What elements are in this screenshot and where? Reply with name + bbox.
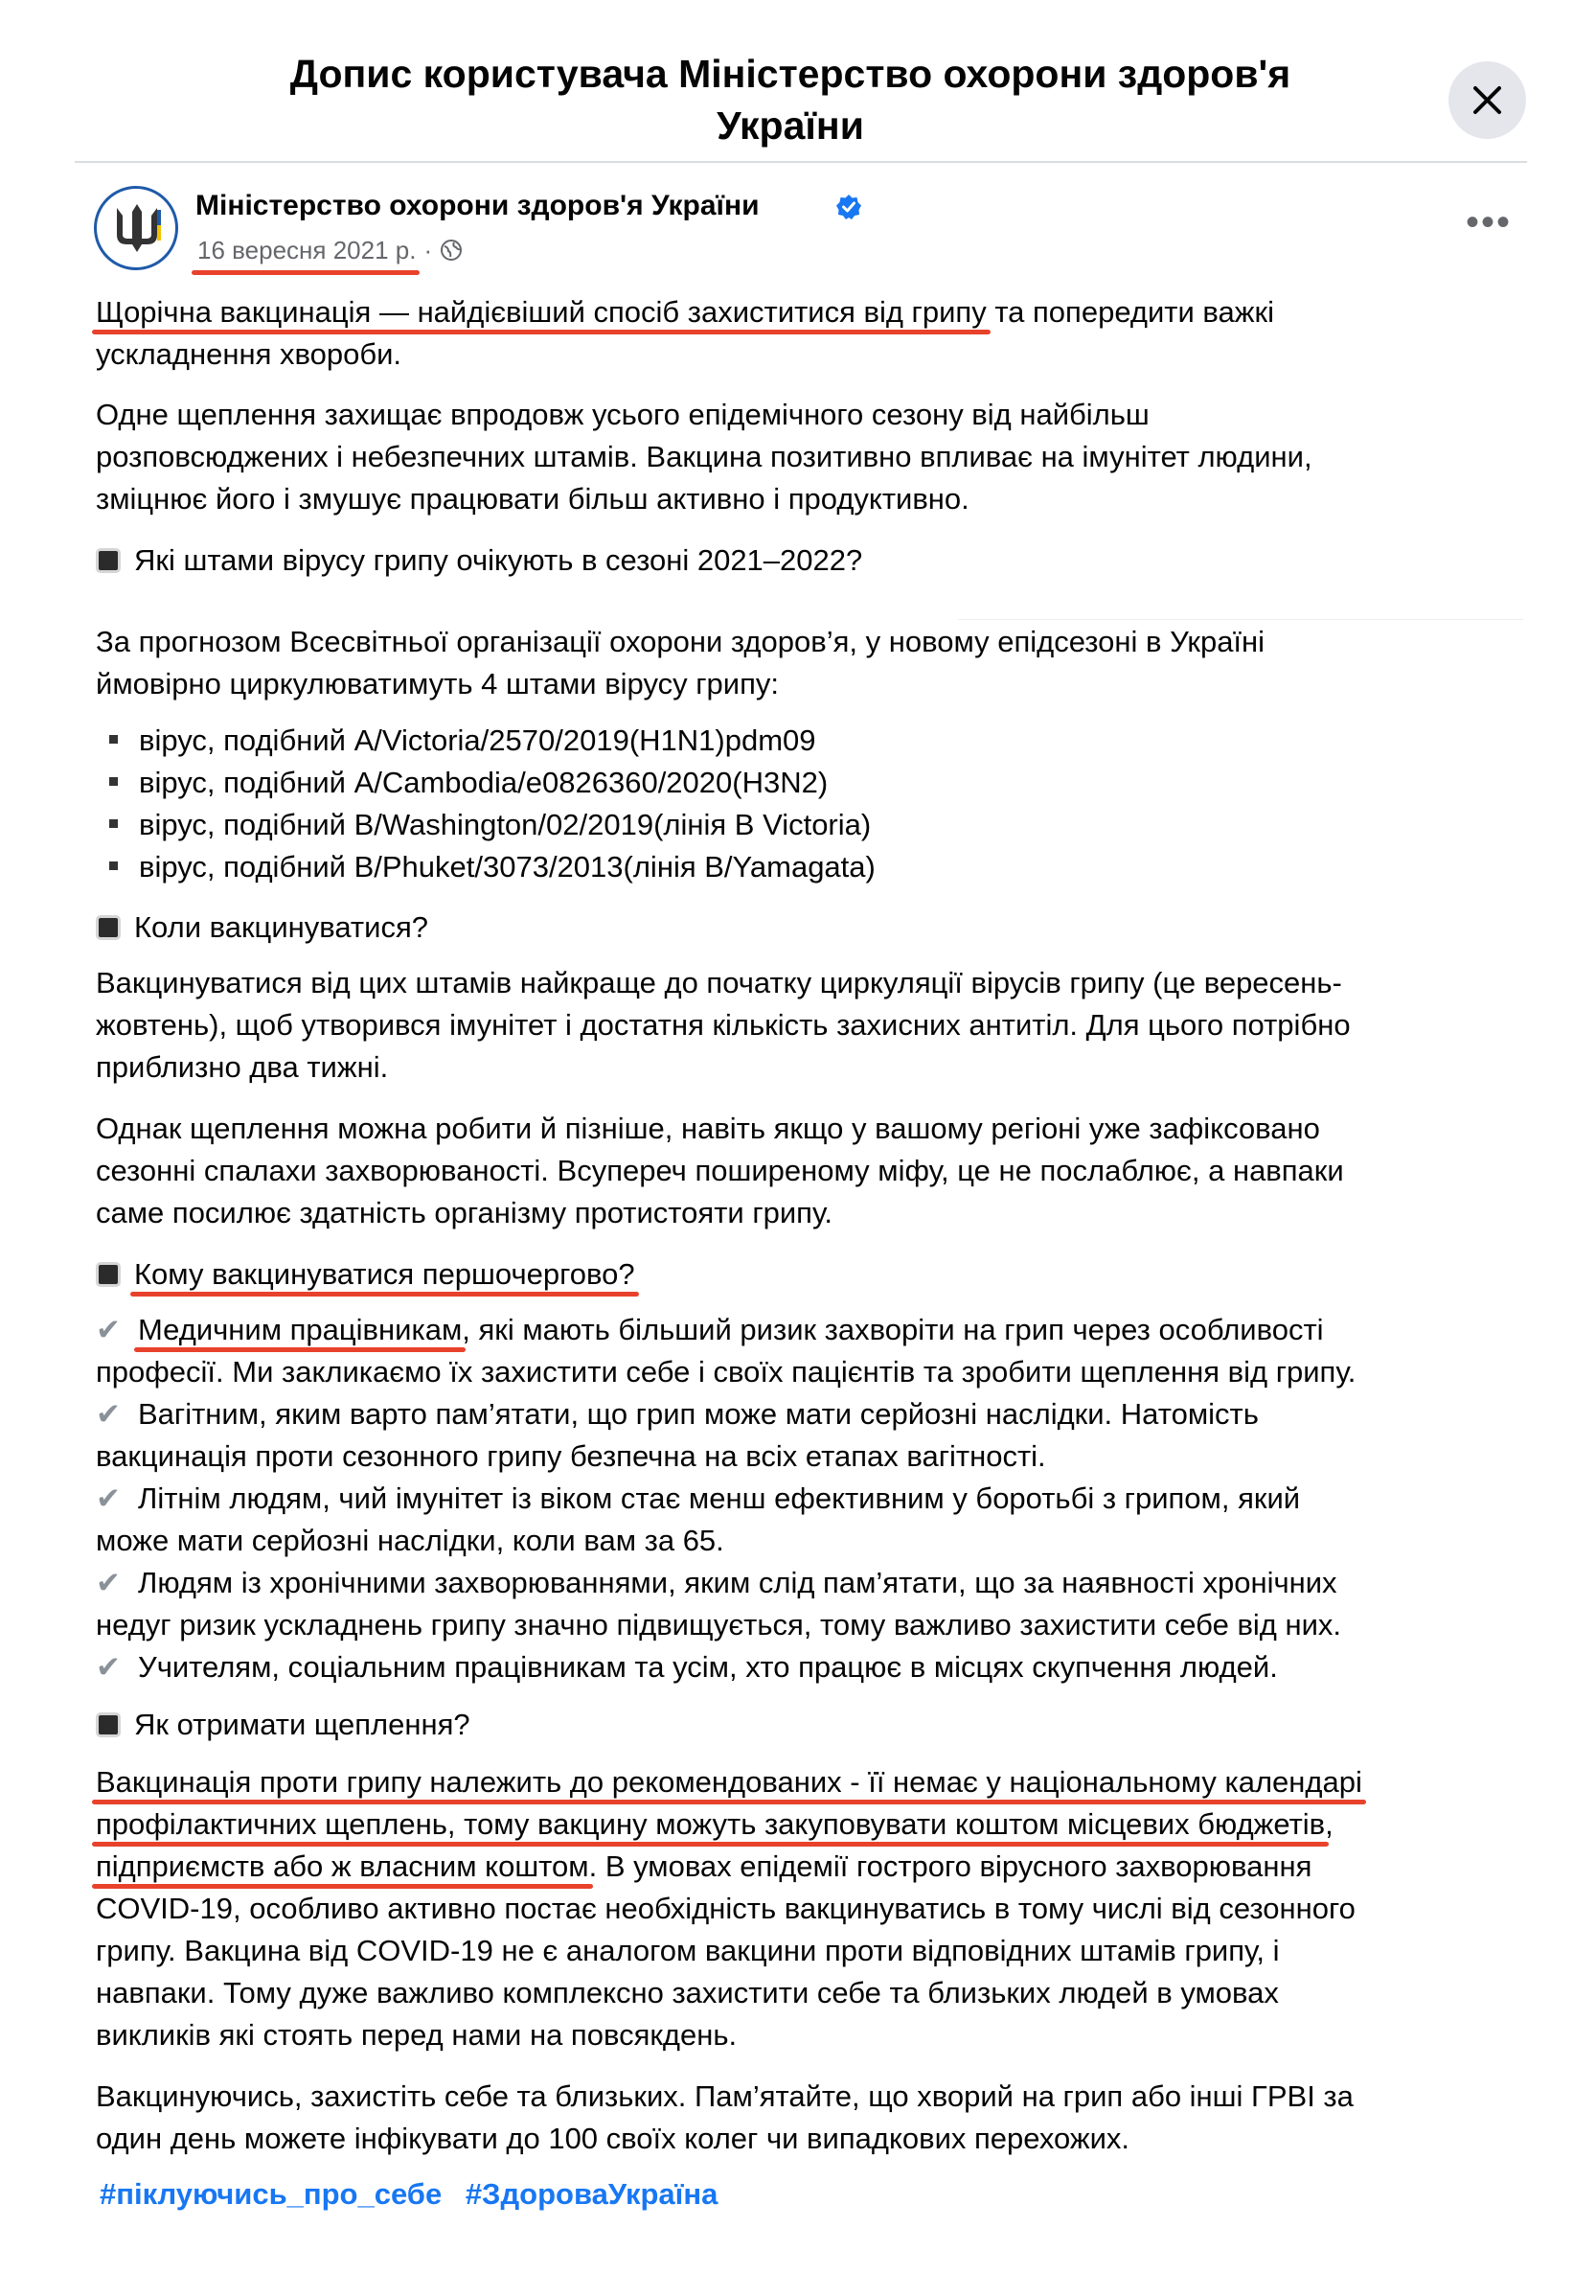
- checkmark-icon: ✔: [96, 1566, 121, 1599]
- paragraph-text: та попередити важкі: [986, 295, 1274, 329]
- list-item-text: Вагітним, яким варто пам’ятати, що грип може мати серйозні наслідки. Натомість: [138, 1397, 1259, 1431]
- highlighted-text: Вакцинація проти грипу належить до рекомендованих - її немає у національному календарі: [96, 1765, 1362, 1799]
- highlighted-text: Щорічна вакцинація — найдієвіший спосіб захиститися від грипу: [96, 295, 987, 329]
- paragraph-line: [96, 291, 1274, 333]
- paragraph-line: викликів які стоять перед нами на повсякдень.: [96, 2018, 738, 2052]
- list-item: [96, 846, 876, 888]
- black-square-icon: [96, 548, 121, 573]
- list-item-text: вірус, подібний B/Washington/02/2019(лінія B Victoria): [139, 808, 872, 841]
- highlighted-text: підприємств або ж власним коштом: [96, 1849, 589, 1883]
- bullet-icon: [109, 819, 118, 828]
- bullet-icon: [109, 735, 118, 744]
- paragraph-line: приблизно два тижні.: [96, 1050, 389, 1084]
- list-item-text: , які мають більший ризик захворіти на грип через особливості: [462, 1313, 1324, 1346]
- paragraph-line: COVID-19, особливо активно постає необхідність вакцинуватись в тому числі від сезонного: [96, 1892, 1356, 1925]
- paragraph-line: розповсюджених і небезпечних штамів. Вакцина позитивно впливає на імунітет людини,: [96, 440, 1312, 473]
- question-heading: [96, 1253, 635, 1296]
- more-dots-icon: •••: [1466, 201, 1513, 243]
- list-item: [96, 1478, 1300, 1520]
- list-item: [96, 1562, 1337, 1604]
- header-divider: [75, 161, 1527, 163]
- paragraph-line: жовтень), щоб утворився імунітет і достатня кількість захисних антитіл. Для цього потрібно: [96, 1008, 1351, 1042]
- section-divider: [958, 619, 1523, 620]
- dialog-title-line: Допис користувача Міністерство охорони здоров'я: [289, 52, 1291, 96]
- list-item-text: вірус, подібний A/Victoria/2570/2019(H1N1)pdm09: [139, 723, 816, 757]
- dialog-title: [230, 48, 1351, 151]
- close-icon: [1470, 82, 1505, 118]
- list-item: [96, 804, 871, 846]
- hashtag-link[interactable]: #піклуючись_про_себе: [100, 2177, 443, 2211]
- black-square-icon: [96, 915, 121, 940]
- list-item-text: Учителям, соціальним працівникам та усім, хто працює в місцях скупчення людей.: [138, 1650, 1278, 1684]
- list-item-text: вірус, подібний B/Phuket/3073/2013(лінія B/Yamagata): [139, 850, 876, 884]
- paragraph-line: Вакцинуючись, захистіть себе та близьких. Пам’ятайте, що хворий на грип або інші ГРВІ за: [96, 2079, 1354, 2113]
- hashtag-link[interactable]: #ЗдороваУкраїна: [465, 2177, 718, 2211]
- list-item-text: Літнім людям, чий імунітет із віком стає менш ефективним у боротьбі з грипом, який: [138, 1481, 1301, 1515]
- question-heading: [96, 540, 862, 582]
- paragraph-line: може мати серйозні наслідки, коли вам за 65.: [96, 1524, 724, 1557]
- close-button[interactable]: [1448, 61, 1526, 139]
- question-text: Коли вакцинуватися?: [134, 910, 428, 944]
- question-text: Які штами вірусу грипу очікують в сезоні 2021–2022?: [134, 543, 863, 577]
- paragraph-line: ймовірно циркулюватимуть 4 штами вірусу грипу:: [96, 667, 779, 700]
- paragraph-line: [96, 1803, 1334, 1846]
- list-item: [96, 1646, 1278, 1688]
- author-name[interactable]: Міністерство охорони здоров'я України: [195, 190, 760, 221]
- globe-icon: [440, 239, 463, 262]
- list-item: [96, 1393, 1259, 1435]
- paragraph-line: вакцинація проти сезонного грипу безпечна на всіх етапах вагітності.: [96, 1439, 1046, 1473]
- question-heading: [96, 907, 428, 949]
- paragraph-line: Однак щеплення можна робити й пізніше, навіть якщо у вашому регіоні уже зафіксовано: [96, 1112, 1320, 1145]
- paragraph-line: грипу. Вакцина від COVID-19 не є аналогом вакцини проти відповідних штамів грипу, і: [96, 1934, 1280, 1967]
- dialog-title-line: України: [717, 103, 864, 148]
- paragraph-line: професії. Ми закликаємо їх захистити себе і своїх пацієнтів та зробити щеплення від грипу.: [96, 1355, 1357, 1389]
- paragraph-line: ускладнення хвороби.: [96, 337, 402, 371]
- question-heading: [96, 1704, 470, 1746]
- post-date[interactable]: 16 вересня 2021 р.: [197, 236, 417, 264]
- paragraph-line: саме посилює здатність організму протистояти грипу.: [96, 1196, 832, 1229]
- paragraph-line: один день можете інфікувати до 100 своїх колег чи випадкових перехожих.: [96, 2122, 1130, 2155]
- paragraph-line: недуг ризик ускладнень грипу значно підвищується, тому важливо захистити себе від них.: [96, 1608, 1342, 1642]
- black-square-icon: [96, 1262, 121, 1287]
- trident-icon: [113, 202, 161, 256]
- dialog-header: [0, 0, 1596, 163]
- bullet-icon: [109, 861, 118, 870]
- paragraph-text: . В умовах епідемії гострого вірусного захворювання: [588, 1849, 1312, 1883]
- list-item-text: вірус, подібний A/Cambodia/e0826360/2020(H3N2): [139, 766, 829, 799]
- paragraph-line: Одне щеплення захищає впродовж усього епідемічного сезону від найбільш: [96, 398, 1150, 431]
- paragraph-line: сезонні спалахи захворюваності. Всупереч поширеному міфу, це не послаблює, а навпаки: [96, 1154, 1344, 1187]
- paragraph-line: зміцнює його і змушує працювати більш активно і продуктивно.: [96, 482, 969, 516]
- bullet-icon: [109, 777, 118, 786]
- paragraph-line: навпаки. Тому дуже важливо комплексно захистити себе та близьких людей в умовах: [96, 1976, 1279, 2009]
- hashtags: [100, 2177, 733, 2212]
- list-item: [96, 720, 816, 762]
- paragraph-line: [96, 1846, 1311, 1888]
- paragraph-line: За прогнозом Всесвітньої організації охорони здоров’я, у новому епідсезоні в Україні: [96, 625, 1265, 658]
- black-square-icon: [96, 1712, 121, 1737]
- highlighted-text: Кому вакцинуватися першочергово?: [134, 1257, 635, 1291]
- post-meta: [197, 236, 463, 265]
- checkmark-icon: ✔: [96, 1313, 121, 1346]
- paragraph-line: [96, 1761, 1362, 1803]
- list-item-text: Людям із хронічними захворюваннями, яким слід пам’ятати, що за наявності хронічних: [138, 1566, 1337, 1599]
- checkmark-icon: ✔: [96, 1650, 121, 1684]
- checkmark-icon: ✔: [96, 1397, 121, 1431]
- highlighted-text: профілактичних щеплень, тому вакцину можуть закуповувати коштом місцевих бюджетів: [96, 1807, 1326, 1841]
- paragraph-line: Вакцинуватися від цих штамів найкраще до початку циркуляції вірусів грипу (це вересень-: [96, 966, 1342, 999]
- avatar[interactable]: [94, 186, 178, 270]
- verified-badge-icon: [835, 194, 862, 220]
- more-options-button[interactable]: [1466, 201, 1513, 243]
- list-item: [96, 762, 828, 804]
- question-text: Як отримати щеплення?: [134, 1708, 470, 1741]
- list-item: [96, 1309, 1324, 1351]
- meta-separator: ·: [423, 236, 433, 264]
- paragraph-text: ,: [1325, 1807, 1334, 1841]
- checkmark-icon: ✔: [96, 1481, 121, 1515]
- highlighted-text: Медичним працівникам: [138, 1313, 463, 1346]
